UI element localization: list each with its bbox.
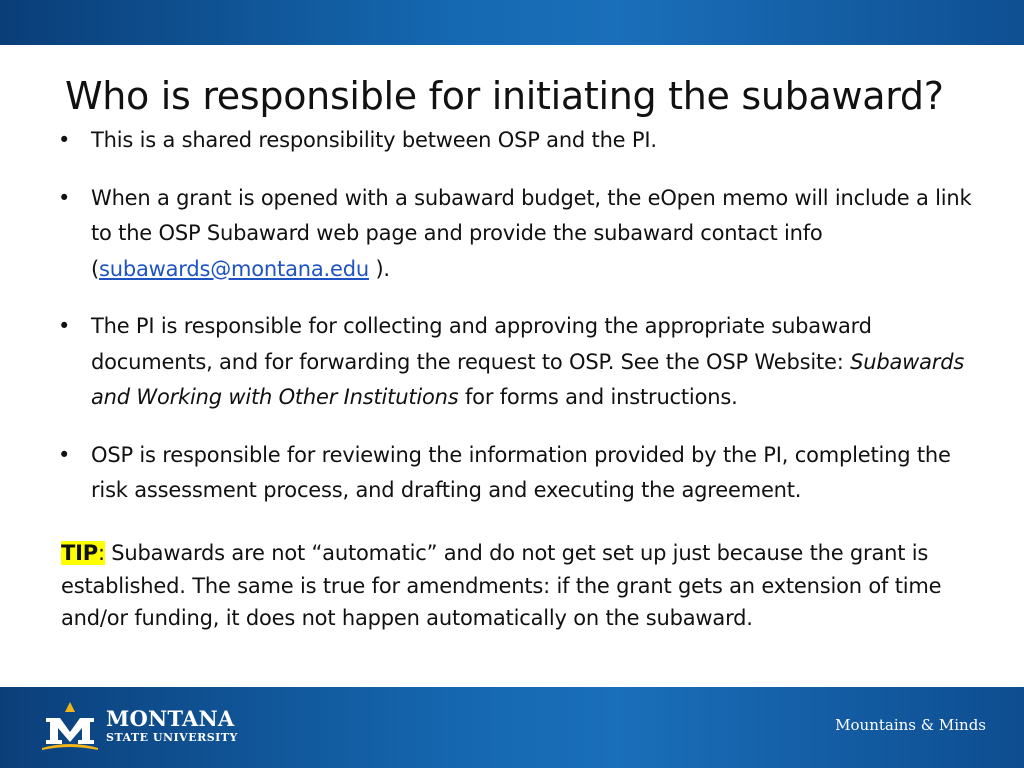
logo-text-montana: MONTANA [106, 706, 235, 731]
bullet-text: OSP is responsible for reviewing the information provided by the PI, completing the risk assessment process, and drafting and executing the agreement. [91, 442, 951, 502]
bullet-shared-responsibility [58, 123, 978, 159]
bullet-osp-responsibility [58, 438, 978, 509]
header-band [0, 0, 1024, 45]
msu-logo [40, 700, 250, 752]
tip-paragraph [61, 537, 981, 635]
bullet-eopen-memo [58, 181, 978, 288]
slide-title: Who is responsible for initiating the subaward? [65, 74, 944, 118]
bullet-text: This is a shared responsibility between OSP and the PI. [91, 128, 657, 152]
logo-text-state-university: STATE UNIVERSITY [106, 731, 238, 744]
bullet-list [58, 123, 978, 509]
tip-colon: : [97, 541, 105, 565]
tip-text: Subawards are not “automatic” and do not get set up just because the grant is established. The same is true for amendments: if the grant gets an extension of time and/or funding, it does not happen automatically on the subaward. [61, 541, 942, 630]
bullet-pi-responsibility [58, 309, 978, 416]
bullet-text-end: for forms and instructions. [458, 385, 738, 409]
bullet-text: When a grant is opened with a subaward budget, the eOpen memo will include a link to the OSP Subaward web page and provide the subaward contact info ( [91, 185, 972, 281]
website-reference: Subawards and Working with Other Institutions [91, 349, 965, 409]
footer-tagline: Mountains & Minds [835, 716, 986, 734]
msu-m-icon [40, 700, 100, 752]
subawards-email-link[interactable]: subawards@montana.edu [99, 256, 369, 281]
tip-label: TIP [61, 541, 98, 565]
bullet-text: The PI is responsible for collecting and approving the appropriate subaward documents, and for forwarding the request to OSP. See the OSP Website: [91, 314, 872, 374]
bullet-text-end: ). [368, 256, 390, 281]
